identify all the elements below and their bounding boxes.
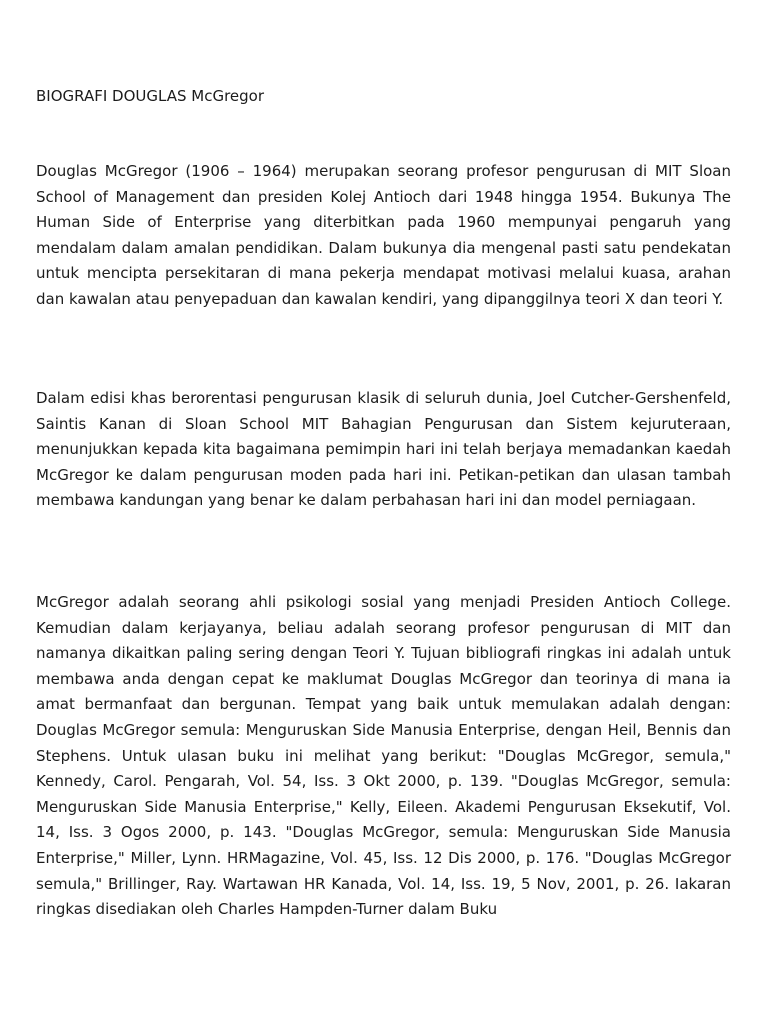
paragraph-bibliography: McGregor adalah seorang ahli psikologi sosial yang menjadi Presiden Antioch College. Kemudian dalam kerjayanya, beliau adalah seorang profesor pengurusan di MIT dan namanya dikaitkan paling sering dengan Teori Y. Tujuan bibliografi ringkas ini adalah untuk membawa anda dengan cepat ke maklumat Douglas McGregor dan teorinya di mana ia amat bermanfaat dan bergunan. Tempat yang baik untuk memulakan adalah dengan: Douglas McGregor semula: Menguruskan Side Manusia Enterprise, dengan Heil, Bennis dan Stephens. Untuk ulasan buku ini melihat yang berikut: "Douglas McGregor, semula," Kennedy, Carol. Pengarah, Vol. 54, Iss. 3 Okt 2000, p. 139. "Douglas McGregor, semula: Menguruskan Side Manusia Enterprise," Kelly, Eileen. Akademi Pengurusan Eksekutif, Vol. 14, Iss. 3 Ogos 2000, p. 143. "Douglas McGregor, semula: Menguruskan Side Manusia Enterprise," Miller, Lynn. HRMagazine, Vol. 45, Iss. 12 Dis 2000, p. 176. "Douglas McGregor semula," Brillinger, Ray. Wartawan HR Kanada, Vol. 14, Iss. 19, 5 Nov, 2001, p. 26. Iakaran ringkas disediakan oleh Charles Hampden-Turner dalam Buku	[36, 593, 731, 919]
paragraph-intro: Douglas McGregor (1906 – 1964) merupakan seorang profesor pengurusan di MIT Sloan School of Management dan presiden Kolej Antioch dari 1948 hingga 1954. Bukunya The Human Side of Enterprise yang diterbitkan pada 1960 mempunyai pengaruh yang mendalam dalam amalan pendidikan. Dalam bukunya dia mengenal pasti satu pendekatan untuk mencipta persekitaran di mana pekerja mendapat motivasi melalui kuasa, arahan dan kawalan atau penyepaduan dan kawalan kendiri, yang dipanggilnya teori X dan teori Y.	[36, 162, 731, 308]
paragraph-special-edition: Dalam edisi khas berorentasi pengurusan klasik di seluruh dunia, Joel Cutcher-Gershenfeld, Saintis Kanan di Sloan School MIT Bahagian Pengurusan dan Sistem kejuruteraan, menunjukkan kepada kita bagaimana pemimpin hari ini telah berjaya memadankan kaedah McGregor ke dalam pengurusan moden pada hari ini. Petikan-petikan dan ulasan tambah membawa kandungan yang benar ke dalam perbahasan hari ini dan model perniagaan.	[36, 389, 731, 510]
document-title: BIOGRAFI DOUGLAS McGregor	[36, 87, 264, 105]
